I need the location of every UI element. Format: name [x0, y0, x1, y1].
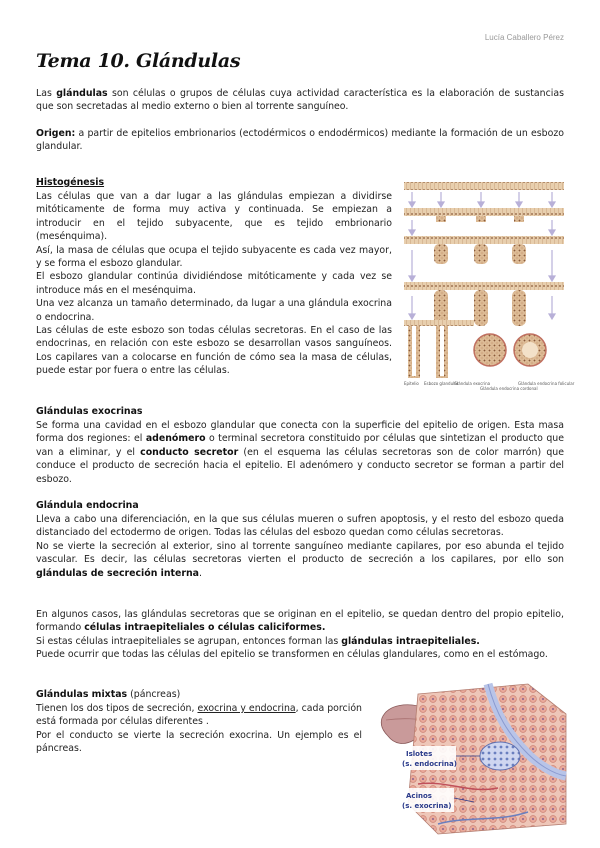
- intro-paragraph: Las glándulas son células o grupos de células cuya actividad característica es la elaboración de sustancias que son secretadas al medio externo o bien al torrente sanguíneo.: [36, 88, 564, 113]
- author-name: Lucía Caballero Pérez: [484, 33, 564, 42]
- histogenesis-heading: Histogénesis: [36, 177, 105, 188]
- epithelium-strip: [404, 282, 564, 290]
- mixtas-paragraph-2: Por el conducto se vierte la secreción exocrina. Un ejemplo es el páncreas.: [36, 729, 362, 755]
- islet-cluster: [480, 742, 520, 770]
- endocrina-text: [36, 513, 564, 580]
- epithelium-strip: [404, 182, 564, 190]
- figure-label: Glándula exocrina: [454, 381, 491, 386]
- histogenesis-line: Las células que van a dar lugar a las glándulas empiezan a dividirse mitóticamente de forma muy activa y continuada. Se empiezan a introducir en el tejido subyacente, que es tejido embrionario (mesénquima).: [36, 191, 392, 243]
- figure-label: Esbozo glandular: [424, 381, 459, 386]
- acinos-label: Acinos: [406, 792, 432, 800]
- origen-paragraph: Origen: a partir de epitelios embrionarios (ectodérmicos o endodérmicos) mediante la formación de un esbozo glandular.: [36, 128, 564, 153]
- mixtas-text: [36, 702, 362, 756]
- epithelium-strip: [404, 208, 564, 216]
- pancreas-figure: [378, 684, 566, 834]
- histogenesis-line: Así, la masa de células que ocupa el tejido subyacente es cada vez mayor, y se forma el esbozo glandular.: [36, 244, 392, 270]
- intraepiteliales-text: [36, 608, 564, 662]
- intraepiteliales-paragraph-1: En algunos casos, las glándulas secretoras que se originan en el epitelio, se quedan dentro del propio epitelio, formando células intraepiteliales o células caliciformes.: [36, 609, 564, 634]
- endocrina-paragraph-2: No se vierte la secreción al exterior, sino al torrente sanguíneo mediante capilares, por eso abunda el tejido vascular. Es decir, las células secretoras vierten el producto de secreción a los capilares, por ello son glándulas de secreción interna.: [36, 540, 564, 579]
- mixtas-paragraph-1: Tienen los dos tipos de secreción, exocrina y endocrina, cada porción está formada por células diferentes .: [36, 703, 362, 728]
- histogenesis-line: Las células de este esbozo son todas células secretoras. En el caso de las endocrinas, en relación con este esbozo se desarrollan vasos sanguíneos. Los capilares van a colocarse en función de cómo sea la masa de células, puede estar por fuera o entre las células.: [36, 325, 392, 377]
- epithelium-strip: [404, 236, 564, 244]
- exocrinas-heading: Glándulas exocrinas: [36, 406, 143, 417]
- intraepiteliales-paragraph-3: Puede ocurrir que todas las células del epitelio se transformen en células glandulares, como en el estómago.: [36, 649, 548, 661]
- histogenesis-figure: [402, 178, 575, 392]
- exocrinas-paragraph: Se forma una cavidad en el esbozo glandular que conecta con la superficie del epitelio de origen. Esta masa forma dos regiones: el adenómero o terminal secretora constituido por células que sintetizan el producto que van a eliminar, y el conducto secretor (en el esquema las células secretoras son de color marrón) que conduce el producto de secreción hacia el epitelio. El adenómero y conducto secretor se forman a partir del esbozo.: [36, 420, 564, 485]
- acinos-sublabel: (s. exocrina): [402, 802, 452, 810]
- page-title: Tema 10. Glándulas: [36, 50, 241, 72]
- endocrina-heading: Glándula endocrina: [36, 500, 139, 511]
- histogenesis-line: El esbozo glandular continúa dividiéndose mitóticamente y cada vez se introduce más en el mesénquima.: [36, 271, 392, 296]
- figure-label: Glándula endocrina folicular: [518, 381, 575, 386]
- intraepiteliales-paragraph-2: Si estas células intraepiteliales se agrupan, entonces forman las glándulas intraepiteliales.: [36, 635, 480, 647]
- histogenesis-line: Una vez alcanza un tamaño determinado, da lugar a una glándula exocrina o endocrina.: [36, 298, 392, 323]
- figure-label: Epitelio: [404, 381, 419, 386]
- figure-label: Glándula endocrina cordonal: [480, 386, 538, 391]
- mixtas-heading: Glándulas mixtas (páncreas): [36, 689, 181, 700]
- histogenesis-text: [36, 190, 392, 378]
- endocrina-paragraph-1: Lleva a cabo una diferenciación, en la que sus células mueren o sufren apoptosis, y el resto del esbozo queda distanciado del ectodermo de origen. Todas las células del esbozo quedan como células secretoras.: [36, 514, 564, 539]
- islotes-sublabel: (s. endocrina): [402, 760, 457, 768]
- islotes-label: Islotes: [406, 750, 433, 758]
